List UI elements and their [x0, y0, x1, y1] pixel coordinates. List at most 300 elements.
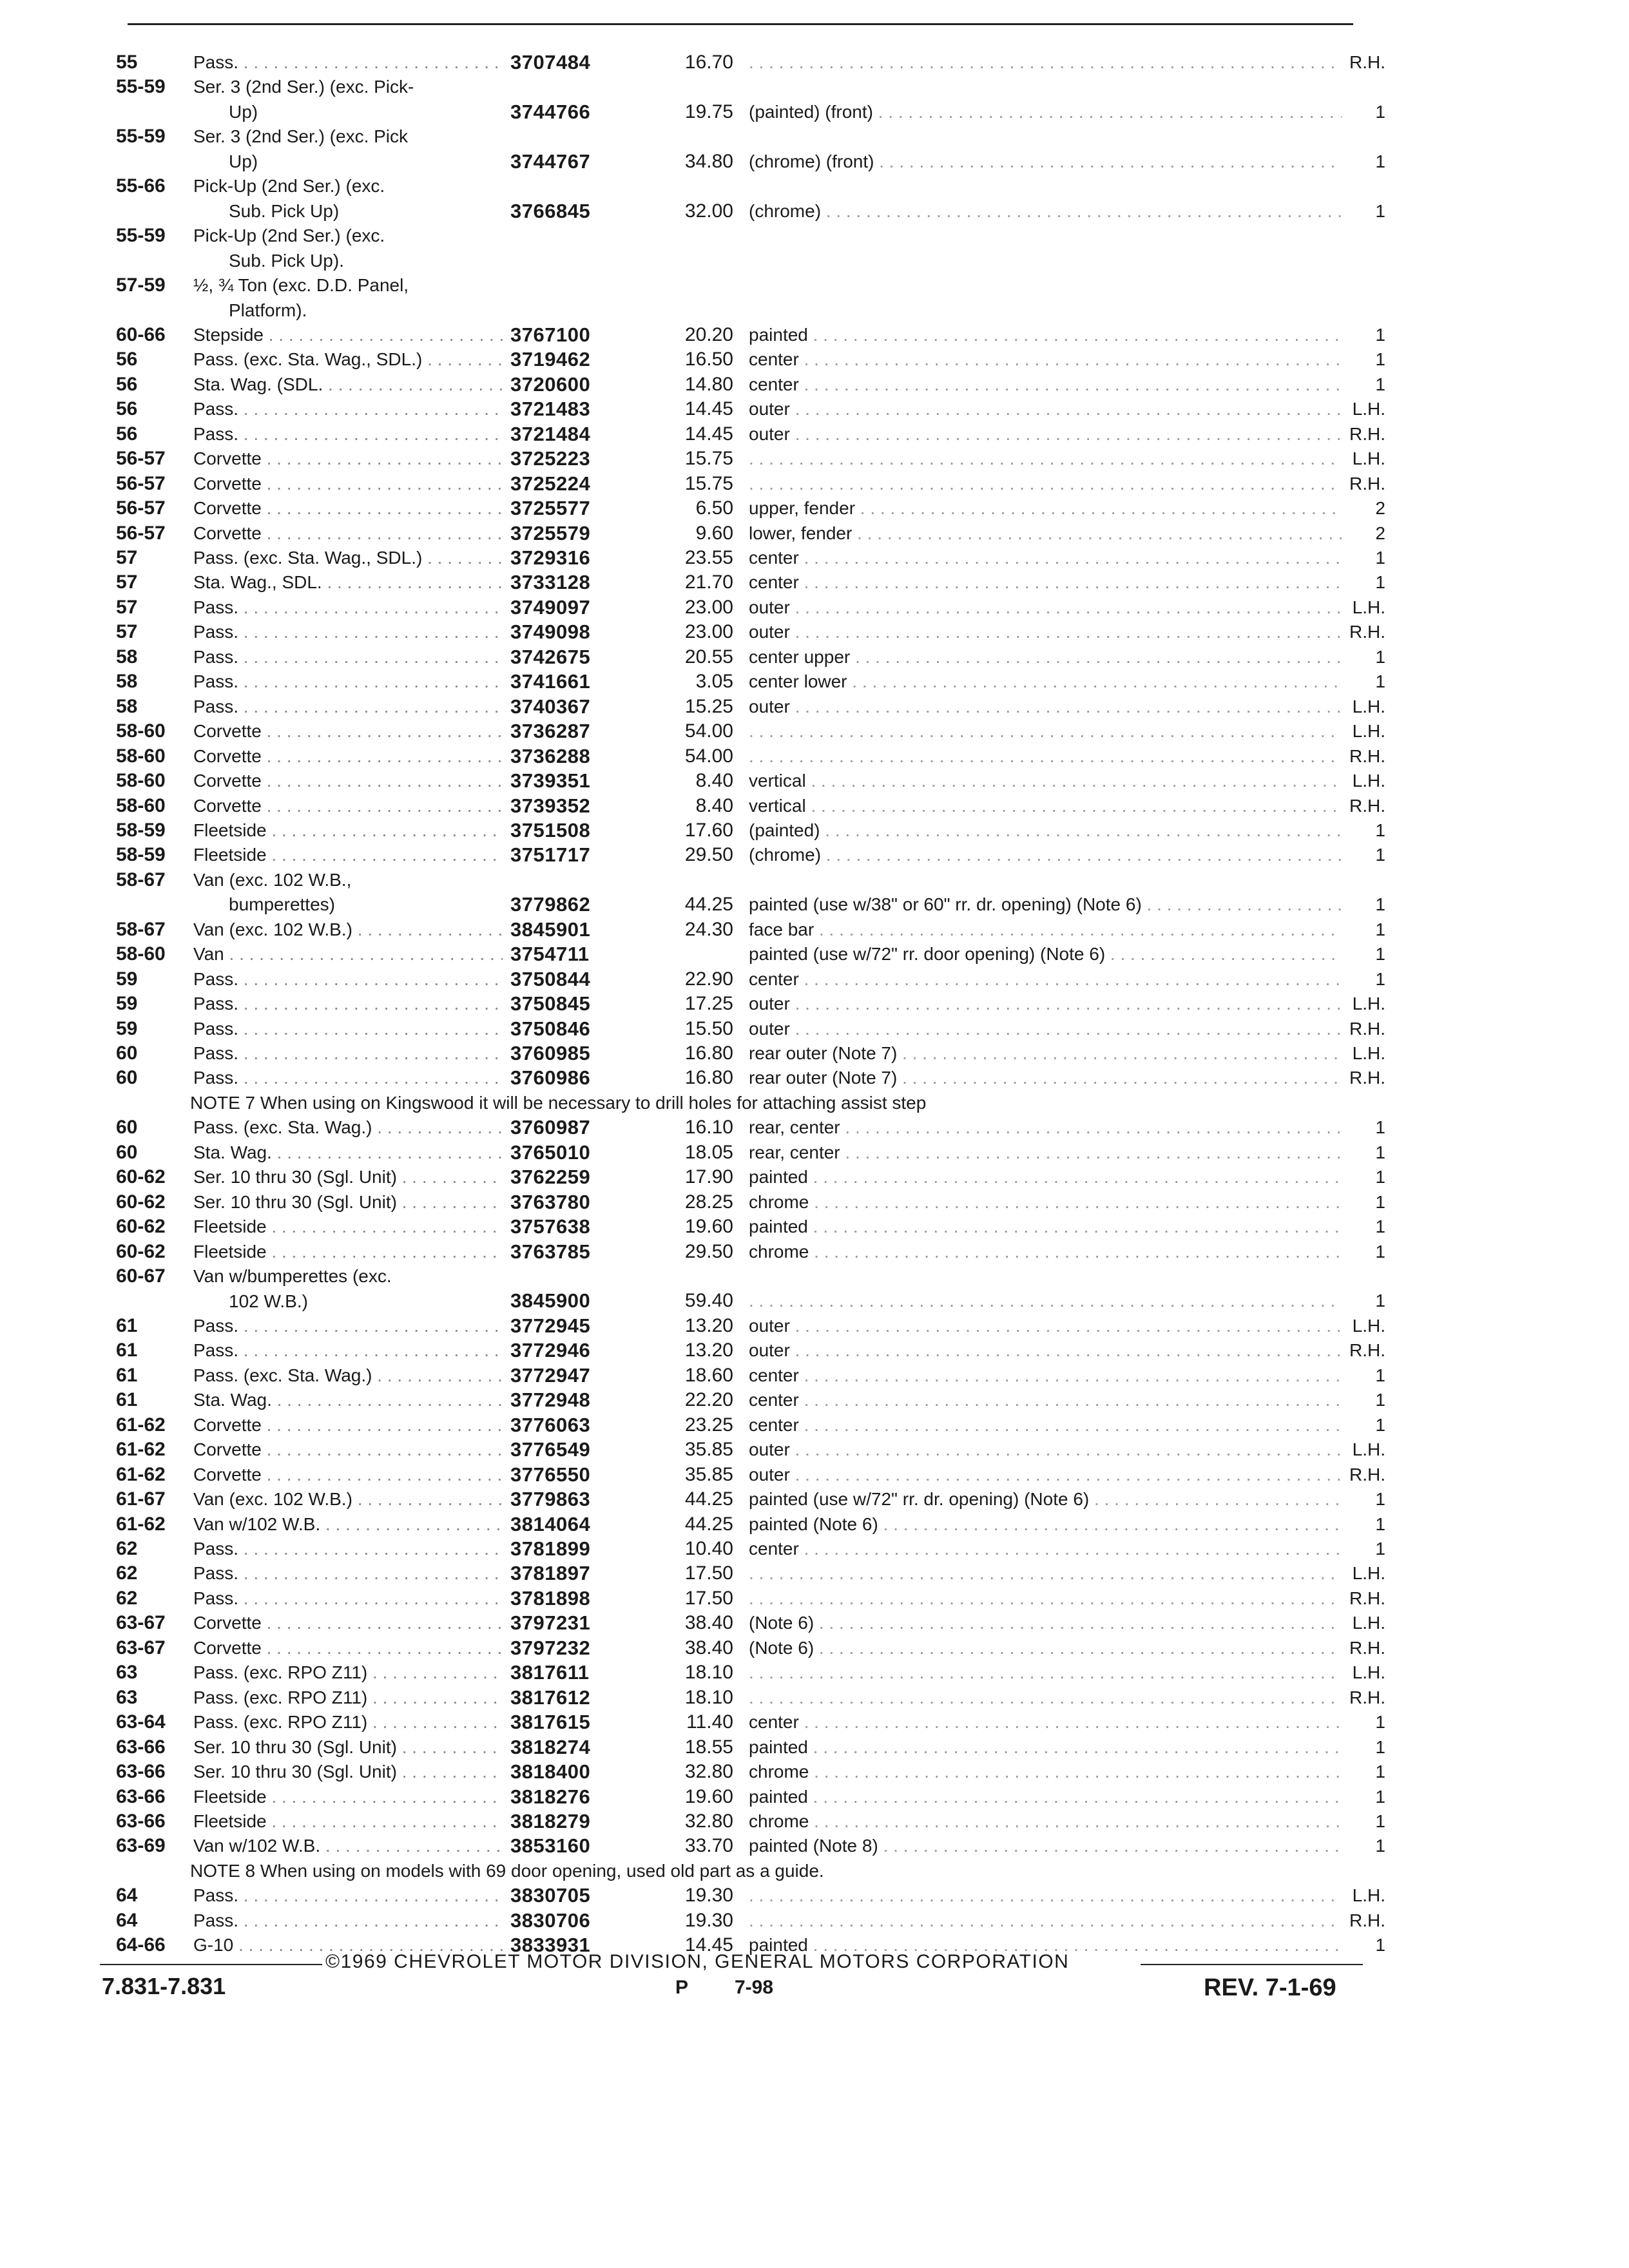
application: Pass. . . .: [193, 967, 503, 992]
quantity: 1: [1375, 1216, 1385, 1237]
model-years: 63: [116, 1686, 138, 1708]
part-row: [0, 620, 1629, 644]
part-number: 3741661: [510, 670, 591, 693]
part-number: 3725223: [510, 447, 591, 470]
description: lower, fender . . .: [749, 521, 1342, 546]
part-number: 3776550: [510, 1463, 591, 1486]
description: outer . . .: [749, 1314, 1342, 1338]
list-price: 18.55: [684, 1736, 733, 1758]
application: Pass. . . .: [193, 397, 503, 421]
description: (chrome) . . .: [749, 843, 1342, 867]
application: Ser. 3 (2nd Ser.) (exc. Pick: [193, 126, 409, 147]
application: Pass. . . .: [193, 1883, 503, 1908]
quantity: 1: [1375, 968, 1385, 989]
note-text: NOTE 8 When using on models with 69 door opening, used old part as a guide.: [190, 1860, 824, 1881]
quantity: 1: [1375, 374, 1385, 394]
quantity: L.H.: [1352, 1439, 1385, 1460]
description: upper, fender . . .: [749, 496, 1342, 521]
part-number: 3740367: [510, 695, 591, 718]
part-number: 3750845: [510, 992, 591, 1015]
model-years: 58-60: [116, 745, 166, 767]
quantity: L.H.: [1352, 1315, 1385, 1336]
part-row: [0, 1115, 1629, 1140]
part-row: [0, 1710, 1629, 1735]
description: [749, 50, 1342, 75]
part-row: [0, 1338, 1629, 1363]
list-price: 14.45: [684, 1934, 733, 1956]
model-years: 61-62: [116, 1463, 166, 1485]
quantity: 1: [1375, 1291, 1385, 1311]
part-row: [0, 1017, 1629, 1041]
list-price: 16.70: [684, 52, 733, 73]
model-years: 60-62: [116, 1191, 166, 1213]
part-number: 3767100: [510, 323, 591, 346]
model-years: 63-66: [116, 1810, 166, 1832]
quantity: R.H.: [1349, 1687, 1385, 1707]
quantity: R.H.: [1349, 1464, 1385, 1485]
quantity: 1: [1375, 1390, 1385, 1410]
part-number: 3845901: [510, 918, 591, 941]
model-years: 58-67: [116, 869, 166, 890]
part-row: [0, 1760, 1629, 1784]
part-row: [0, 1437, 1629, 1462]
quantity: 1: [1375, 1241, 1385, 1262]
list-price: 59.40: [684, 1290, 733, 1312]
part-number: 3781898: [510, 1586, 591, 1610]
list-price: 15.75: [684, 472, 733, 494]
part-number: 3766845: [510, 199, 591, 222]
list-price: 18.10: [684, 1662, 733, 1684]
part-row: [0, 942, 1629, 966]
application-continued: Up): [229, 101, 258, 122]
application: Corvette . . .: [193, 794, 503, 818]
quantity: 1: [1375, 671, 1385, 692]
quantity: 1: [1375, 1191, 1385, 1212]
part-number: 3776063: [510, 1413, 591, 1436]
model-years: 60-67: [116, 1265, 166, 1287]
model-years: 59: [116, 1017, 138, 1039]
application: Pass. . . .: [193, 695, 503, 719]
list-price: 8.40: [695, 770, 733, 792]
model-years: 56-57: [116, 448, 166, 470]
application: Pass. (exc. Sta. Wag.) . . .: [193, 1115, 503, 1140]
list-price: 17.50: [684, 1562, 733, 1584]
model-years: 61: [116, 1364, 138, 1386]
part-number: 3733128: [510, 571, 591, 594]
list-price: 29.50: [684, 1240, 733, 1262]
list-price: 17.50: [684, 1587, 733, 1609]
model-years: 64-66: [116, 1934, 166, 1956]
model-years: 56-57: [116, 497, 166, 519]
part-number: 3721483: [510, 398, 591, 421]
part-row: [0, 769, 1629, 793]
part-row: [0, 645, 1629, 669]
part-number: 3772947: [510, 1363, 591, 1387]
application: Corvette . . .: [193, 1413, 503, 1437]
description: center upper . . .: [749, 645, 1342, 669]
quantity: 2: [1375, 523, 1385, 543]
description: rear outer (Note 7) . . .: [749, 1041, 1342, 1066]
quantity: L.H.: [1352, 1885, 1385, 1906]
list-price: 15.50: [684, 1017, 733, 1039]
part-row: [0, 669, 1629, 694]
part-row: [0, 347, 1629, 372]
list-price: 35.85: [684, 1463, 733, 1485]
application: Fleetside . . .: [193, 843, 503, 867]
model-years: 55-59: [116, 76, 166, 98]
page-number: 7-98: [735, 1977, 774, 1998]
application: Van (exc. 102 W.B.) . . .: [193, 1487, 503, 1512]
application: Fleetside . . .: [193, 818, 503, 843]
description: outer . . .: [749, 992, 1342, 1016]
quantity: L.H.: [1352, 771, 1385, 791]
quantity: 1: [1375, 944, 1385, 965]
part-number: 3762259: [510, 1166, 591, 1189]
quantity: 1: [1375, 200, 1385, 221]
revision-date: REV. 7-1-69: [1204, 1974, 1336, 2001]
part-number: 3772945: [510, 1314, 591, 1337]
part-number: 3707484: [510, 51, 591, 73]
description: chrome . . .: [749, 1190, 1342, 1215]
model-years: 60-62: [116, 1216, 166, 1238]
description: chrome . . .: [749, 1240, 1342, 1264]
list-price: 23.00: [684, 621, 733, 643]
model-years: 58-60: [116, 943, 166, 965]
model-years: 62: [116, 1538, 138, 1559]
application: Corvette . . .: [193, 496, 503, 521]
application: Ser. 10 thru 30 (Sgl. Unit) . . .: [193, 1190, 503, 1215]
part-number: 3817615: [510, 1711, 591, 1734]
model-years: 63-64: [116, 1711, 166, 1733]
list-price: 44.25: [684, 894, 733, 916]
quantity: 1: [1375, 1762, 1385, 1782]
part-row: [0, 1809, 1629, 1834]
note-text: NOTE 7 When using on Kingswood it will be necessary to drill holes for attaching assist step: [190, 1092, 927, 1113]
application: Corvette . . .: [193, 744, 503, 769]
application: Fleetside . . .: [193, 1240, 503, 1264]
quantity: R.H.: [1349, 52, 1385, 72]
quantity: L.H.: [1352, 399, 1385, 419]
part-number: 3763785: [510, 1240, 591, 1263]
model-years: 61: [116, 1314, 138, 1336]
application-continued: Platform).: [229, 300, 307, 320]
quantity: 1: [1375, 349, 1385, 370]
part-row: [0, 1388, 1629, 1412]
part-number: 3779862: [510, 893, 591, 916]
application: Sta. Wag. . . .: [193, 1140, 503, 1165]
part-row: [0, 372, 1629, 397]
application: Fleetside . . .: [193, 1809, 503, 1834]
application: Pass. . . .: [193, 1586, 503, 1611]
part-number: 3814064: [510, 1512, 591, 1535]
list-price: 6.50: [695, 497, 733, 519]
description: [749, 1561, 1342, 1586]
list-price: 29.50: [684, 844, 733, 866]
model-years: 64: [116, 1885, 138, 1907]
model-years: 55-66: [116, 175, 166, 197]
part-number: 3830705: [510, 1884, 591, 1907]
description: center . . .: [749, 347, 1342, 372]
list-price: 32.00: [684, 200, 733, 222]
part-row: [0, 496, 1629, 521]
application: Pass. . . .: [193, 645, 503, 669]
description: center . . .: [749, 372, 1342, 397]
application: Pass. . . .: [193, 422, 503, 447]
part-number: 3772948: [510, 1389, 591, 1412]
application: Corvette . . .: [193, 447, 503, 471]
application: Pass. (exc. RPO Z11) . . .: [193, 1686, 503, 1710]
part-number: 3765010: [510, 1140, 591, 1164]
description: [749, 472, 1342, 496]
list-price: 15.25: [684, 695, 733, 717]
application: Pass. . . .: [193, 1338, 503, 1363]
part-number: 3845900: [510, 1289, 591, 1312]
part-row: [0, 992, 1629, 1016]
part-row: [0, 447, 1629, 471]
model-years: 61-62: [116, 1439, 166, 1461]
footer-rule-right: [1141, 1964, 1363, 1965]
part-row: [0, 472, 1629, 496]
model-years: 58: [116, 671, 138, 693]
part-row: [0, 1215, 1629, 1239]
part-row: [0, 1165, 1629, 1189]
quantity: 1: [1375, 548, 1385, 568]
quantity: L.H.: [1352, 1613, 1385, 1633]
quantity: 1: [1375, 1489, 1385, 1510]
application: Fleetside . . .: [193, 1215, 503, 1239]
part-number: 3751508: [510, 818, 591, 841]
list-price: 28.25: [684, 1191, 733, 1213]
part-number: 3750846: [510, 1017, 591, 1040]
part-row: [0, 1314, 1629, 1338]
list-price: 9.60: [695, 522, 733, 544]
part-row: [0, 1041, 1629, 1066]
model-years: 61-62: [116, 1414, 166, 1436]
list-price: 18.60: [684, 1364, 733, 1386]
model-years: 57: [116, 596, 138, 618]
list-price: 33.70: [684, 1835, 733, 1857]
application: Pass. (exc. Sta. Wag.) . . .: [193, 1363, 503, 1388]
description: painted . . .: [749, 323, 1342, 347]
quantity: L.H.: [1352, 1563, 1385, 1584]
list-price: 23.55: [684, 547, 733, 568]
description: center lower . . .: [749, 669, 1342, 694]
list-price: 16.50: [684, 349, 733, 370]
part-row: [0, 570, 1629, 595]
quantity: R.H.: [1349, 1340, 1385, 1361]
note-line: [0, 1091, 1629, 1115]
part-row: [0, 1735, 1629, 1760]
model-years: 63-66: [116, 1736, 166, 1758]
list-price: 23.25: [684, 1414, 733, 1436]
list-price: 35.85: [684, 1439, 733, 1461]
application: G-10 . . .: [193, 1933, 503, 1957]
copyright-line: ©1969 CHEVROLET MOTOR DIVISION, GENERAL MOTORS CORPORATION: [325, 1951, 1070, 1972]
quantity: 1: [1375, 151, 1385, 171]
quantity: 1: [1375, 1117, 1385, 1138]
application: Van (exc. 102 W.B.,: [193, 869, 352, 890]
description: center . . .: [749, 1710, 1342, 1735]
description: center . . .: [749, 546, 1342, 570]
description: face bar . . .: [749, 918, 1342, 942]
model-years: 64: [116, 1909, 138, 1931]
model-years: 60-62: [116, 1166, 166, 1188]
quantity: 1: [1375, 1736, 1385, 1757]
description: [749, 744, 1342, 769]
list-price: 18.05: [684, 1141, 733, 1163]
description: rear outer (Note 7) . . .: [749, 1066, 1342, 1090]
list-price: 3.05: [695, 671, 733, 693]
part-number: 3749098: [510, 620, 591, 644]
part-row: [0, 50, 1629, 75]
application: Pick-Up (2nd Ser.) (exc.: [193, 176, 385, 197]
part-row: [0, 967, 1629, 992]
part-number: 3772946: [510, 1339, 591, 1362]
part-row: [0, 1834, 1629, 1858]
list-price: 13.20: [684, 1340, 733, 1361]
quantity: L.H.: [1352, 1662, 1385, 1683]
application: Van w/bumperettes (exc.: [193, 1266, 392, 1287]
model-years: 63: [116, 1662, 138, 1684]
part-row: [0, 1537, 1629, 1561]
description: vertical . . .: [749, 794, 1342, 818]
model-years: 60-66: [116, 323, 166, 345]
list-price: 21.70: [684, 572, 733, 593]
model-years: 57: [116, 572, 138, 593]
part-number: 3751717: [510, 843, 591, 867]
part-number: 3749097: [510, 595, 591, 619]
list-price: 14.45: [684, 398, 733, 420]
part-number: 3742675: [510, 645, 591, 668]
application: Corvette . . .: [193, 1636, 503, 1660]
list-price: 34.80: [684, 150, 733, 172]
quantity: 1: [1375, 572, 1385, 593]
list-price: 23.00: [684, 596, 733, 618]
application: Pass. . . .: [193, 1908, 503, 1933]
part-row: [0, 1066, 1629, 1090]
part-number: 3779863: [510, 1488, 591, 1511]
description: painted . . .: [749, 1785, 1342, 1809]
list-price: 22.20: [684, 1389, 733, 1411]
application: Pass. . . .: [193, 1041, 503, 1066]
model-years: 62: [116, 1562, 138, 1584]
part-number: 3817612: [510, 1686, 591, 1709]
description: outer . . .: [749, 1437, 1342, 1462]
description: [749, 1586, 1342, 1611]
model-years: 55-59: [116, 126, 166, 148]
quantity: R.H.: [1349, 795, 1385, 816]
part-number: 3760986: [510, 1066, 591, 1090]
description: center . . .: [749, 1388, 1342, 1412]
application-continued: Sub. Pick Up).: [229, 250, 344, 271]
model-years: 61: [116, 1389, 138, 1411]
part-number: 3830706: [510, 1908, 591, 1932]
page-letter: P: [675, 1977, 689, 1998]
model-years: 61-62: [116, 1513, 166, 1535]
description: center . . .: [749, 967, 1342, 992]
description: outer . . .: [749, 1463, 1342, 1487]
part-row: [0, 818, 1629, 843]
part-row: [0, 273, 1629, 298]
part-number: 3776549: [510, 1438, 591, 1461]
description: painted . . .: [749, 1735, 1342, 1760]
description: (Note 6) . . .: [749, 1611, 1342, 1635]
list-price: 38.40: [684, 1612, 733, 1634]
list-price: 54.00: [684, 745, 733, 767]
list-price: 32.80: [684, 1810, 733, 1832]
group-number: 7.831-7.831: [102, 1973, 226, 1999]
list-price: 20.20: [684, 323, 733, 345]
list-price: 20.55: [684, 646, 733, 668]
list-price: 19.60: [684, 1785, 733, 1807]
description: [749, 1660, 1342, 1685]
list-price: 14.80: [684, 373, 733, 395]
description: painted (use w/72" rr. dr. opening) (Note 6) . . .: [749, 1487, 1342, 1512]
note-line: [0, 1859, 1629, 1883]
application: Sta. Wag., SDL. . . .: [193, 570, 503, 595]
list-price: 16.10: [684, 1117, 733, 1139]
part-number: 3739352: [510, 794, 591, 817]
part-row: [0, 1883, 1629, 1908]
part-number: 3725224: [510, 472, 591, 495]
list-price: 19.75: [684, 101, 733, 122]
quantity: 1: [1375, 1514, 1385, 1534]
part-row: [0, 1686, 1629, 1710]
quantity: R.H.: [1349, 1637, 1385, 1658]
application: Van w/102 W.B. . . .: [193, 1834, 503, 1858]
model-years: 60-62: [116, 1240, 166, 1262]
description: (chrome) . . .: [749, 199, 1342, 224]
part-row: [0, 1611, 1629, 1635]
application: Pass. . . .: [193, 1314, 503, 1338]
part-row: [0, 719, 1629, 744]
description: (painted) (front) . . .: [749, 100, 1342, 124]
list-price: 24.30: [684, 918, 733, 940]
quantity: 1: [1375, 1712, 1385, 1733]
model-years: 63-66: [116, 1761, 166, 1783]
quantity: 1: [1375, 1365, 1385, 1385]
part-row: [0, 1413, 1629, 1437]
model-years: 61-67: [116, 1488, 166, 1510]
part-number: 3729316: [510, 546, 591, 569]
part-number: 3781899: [510, 1537, 591, 1560]
part-row: [0, 595, 1629, 620]
part-number: 3739351: [510, 769, 591, 793]
description: outer . . .: [749, 695, 1342, 719]
application: Pass. . . .: [193, 1537, 503, 1561]
application: Pass. . . .: [193, 1066, 503, 1090]
model-years: 58: [116, 695, 138, 717]
quantity: R.H.: [1349, 1018, 1385, 1039]
description: outer . . .: [749, 1338, 1342, 1363]
description: painted . . .: [749, 1933, 1342, 1957]
list-price: 44.25: [684, 1488, 733, 1510]
application: Corvette . . .: [193, 719, 503, 744]
part-row: [0, 1363, 1629, 1388]
list-price: 19.60: [684, 1216, 733, 1238]
part-row: [0, 1586, 1629, 1611]
model-years: 58: [116, 646, 138, 668]
quantity: R.H.: [1349, 1588, 1385, 1608]
application: Corvette . . .: [193, 472, 503, 496]
quantity: R.H.: [1349, 1068, 1385, 1088]
part-row: [0, 546, 1629, 570]
part-row: [0, 1660, 1629, 1685]
description: [749, 447, 1342, 471]
quantity: L.H.: [1352, 696, 1385, 716]
part-number: 3736287: [510, 720, 591, 743]
list-price: 15.75: [684, 448, 733, 470]
